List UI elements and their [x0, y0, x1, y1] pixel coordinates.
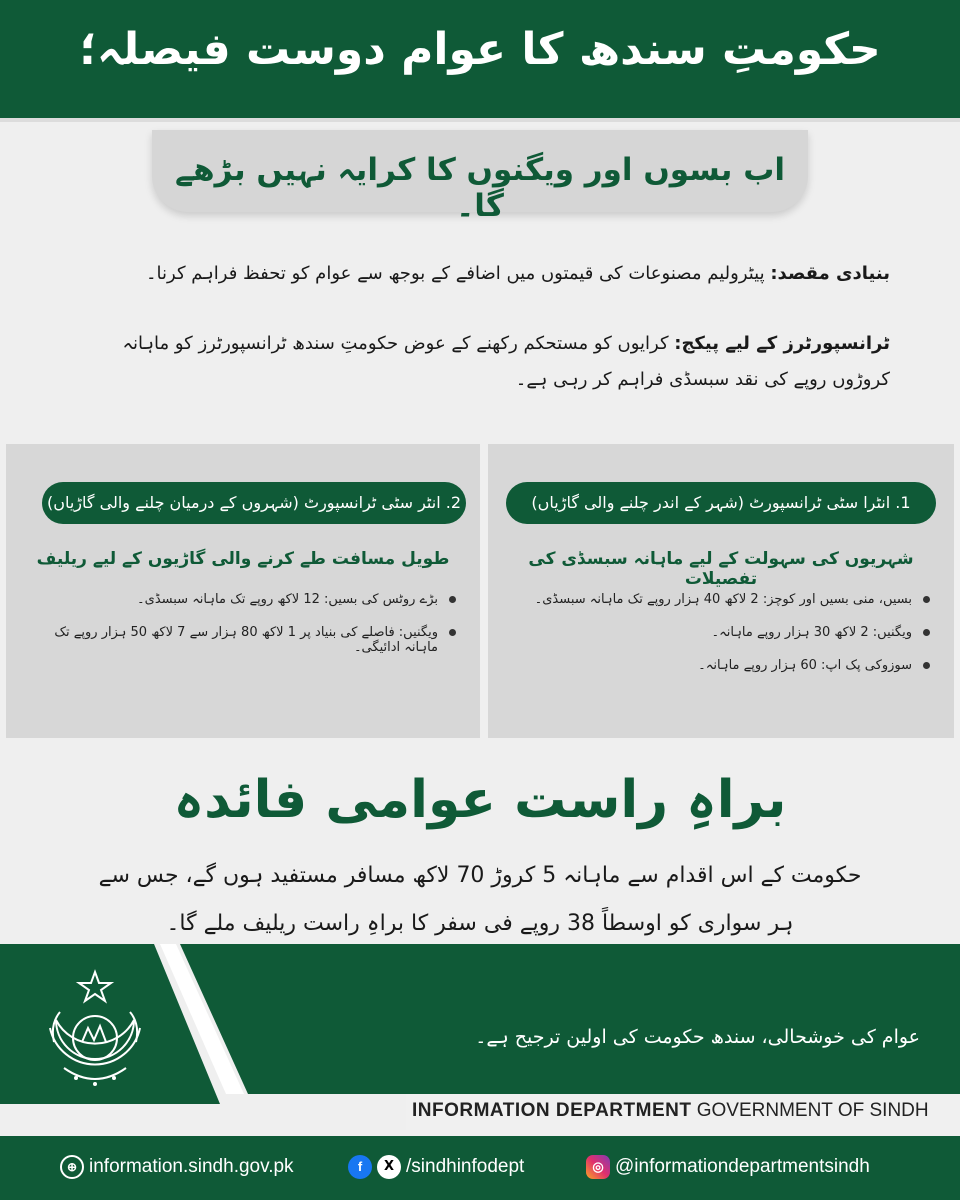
instagram-icon: ◎: [586, 1155, 610, 1179]
slogan: عوام کی خوشحالی، سندھ حکومت کی اولین ترجیح ہے۔: [475, 1026, 920, 1048]
globe-icon: ⊕: [60, 1155, 84, 1179]
header-banner: [0, 0, 960, 122]
sindh-emblem-icon: [36, 968, 154, 1096]
purpose-paragraph: [70, 256, 890, 292]
list-item: سوزوکی پک اپ: 60 ہزار روپے ماہانہ۔: [508, 658, 930, 673]
intracity-list: [508, 592, 930, 691]
instagram-handle: @informationdepartmentsindh: [615, 1156, 870, 1177]
list-item: بسیں، منی بسیں اور کوچز: 2 لاکھ 40 ہزار روپے تک ماہانہ سبسڈی۔: [508, 592, 930, 607]
intercity-list: [26, 592, 456, 673]
package-label: ٹرانسپورٹرز کے لیے پیکج:: [674, 333, 890, 354]
department-name: INFORMATION DEPARTMENT: [412, 1100, 692, 1121]
benefit-text: حکومت کے اس اقدام سے ماہانہ 5 کروڑ 70 لاکھ مسافر مستفید ہوں گے، جس سے ہر سواری کو اوسطاً 38 روپے فی سفر کا براہِ راست ریلیف ملے گا۔: [98, 863, 862, 936]
page-title: حکومتِ سندھ کا عوام دوست فیصلہ؛: [79, 24, 881, 75]
intracity-panel: [488, 444, 954, 738]
intracity-title: 1. انٹرا سٹی ٹرانسپورٹ (شہر کے اندر چلنے والی گاڑیاں): [506, 482, 936, 524]
department-label: [412, 1100, 952, 1122]
benefit-title: براہِ راست عوامی فائدہ: [173, 770, 787, 830]
intercity-subtitle: طویل مسافت طے کرنے والی گاڑیوں کے لیے ریلیف: [36, 549, 450, 569]
list-item: ویگنیں: فاصلے کی بنیاد پر 1 لاکھ 80 ہزار سے 7 لاکھ 50 ہزار روپے تک ماہانہ ادائیگی۔: [26, 625, 456, 655]
facebook-icon: f: [348, 1155, 372, 1179]
purpose-label: بنیادی مقصد:: [770, 263, 890, 284]
intracity-subtitle: شہریوں کی سہولت کے لیے ماہانہ سبسڈی کی تفصیلات: [528, 549, 914, 589]
social-handle: /sindhinfodept: [406, 1156, 525, 1177]
list-item: ویگنیں: 2 لاکھ 30 ہزار روپے ماہانہ۔: [508, 625, 930, 640]
package-text: کرایوں کو مستحکم رکھنے کے عوض حکومتِ سندھ ٹرانسپورٹرز کو ماہانہ کروڑوں روپے کی نقد سبسڈی فراہم کر رہی ہے۔: [122, 333, 890, 390]
website-text: information.sindh.gov.pk: [89, 1156, 294, 1177]
intercity-panel: [6, 444, 480, 738]
x-icon: X: [377, 1155, 401, 1179]
government-name: GOVERNMENT OF SINDH: [696, 1100, 929, 1121]
purpose-text: پیٹرولیم مصنوعات کی قیمتوں میں اضافے کے بوجھ سے عوام کو تحفظ فراہم کرنا۔: [146, 263, 771, 284]
header-divider: [0, 118, 960, 122]
package-paragraph: [70, 326, 890, 398]
website-link[interactable]: [60, 1155, 294, 1179]
list-item: بڑے روٹس کی بسیں: 12 لاکھ روپے تک ماہانہ سبسڈی۔: [26, 592, 456, 607]
intercity-title: 2. انٹر سٹی ٹرانسپورٹ (شہروں کے درمیان چلنے والی گاڑیاں): [42, 482, 466, 524]
social-link[interactable]: [348, 1155, 524, 1179]
subtitle-box: [152, 130, 808, 224]
subtitle-text: اب بسوں اور ویگنوں کا کرایہ نہیں بڑھے گا۔: [175, 152, 785, 224]
instagram-link[interactable]: [586, 1155, 870, 1179]
